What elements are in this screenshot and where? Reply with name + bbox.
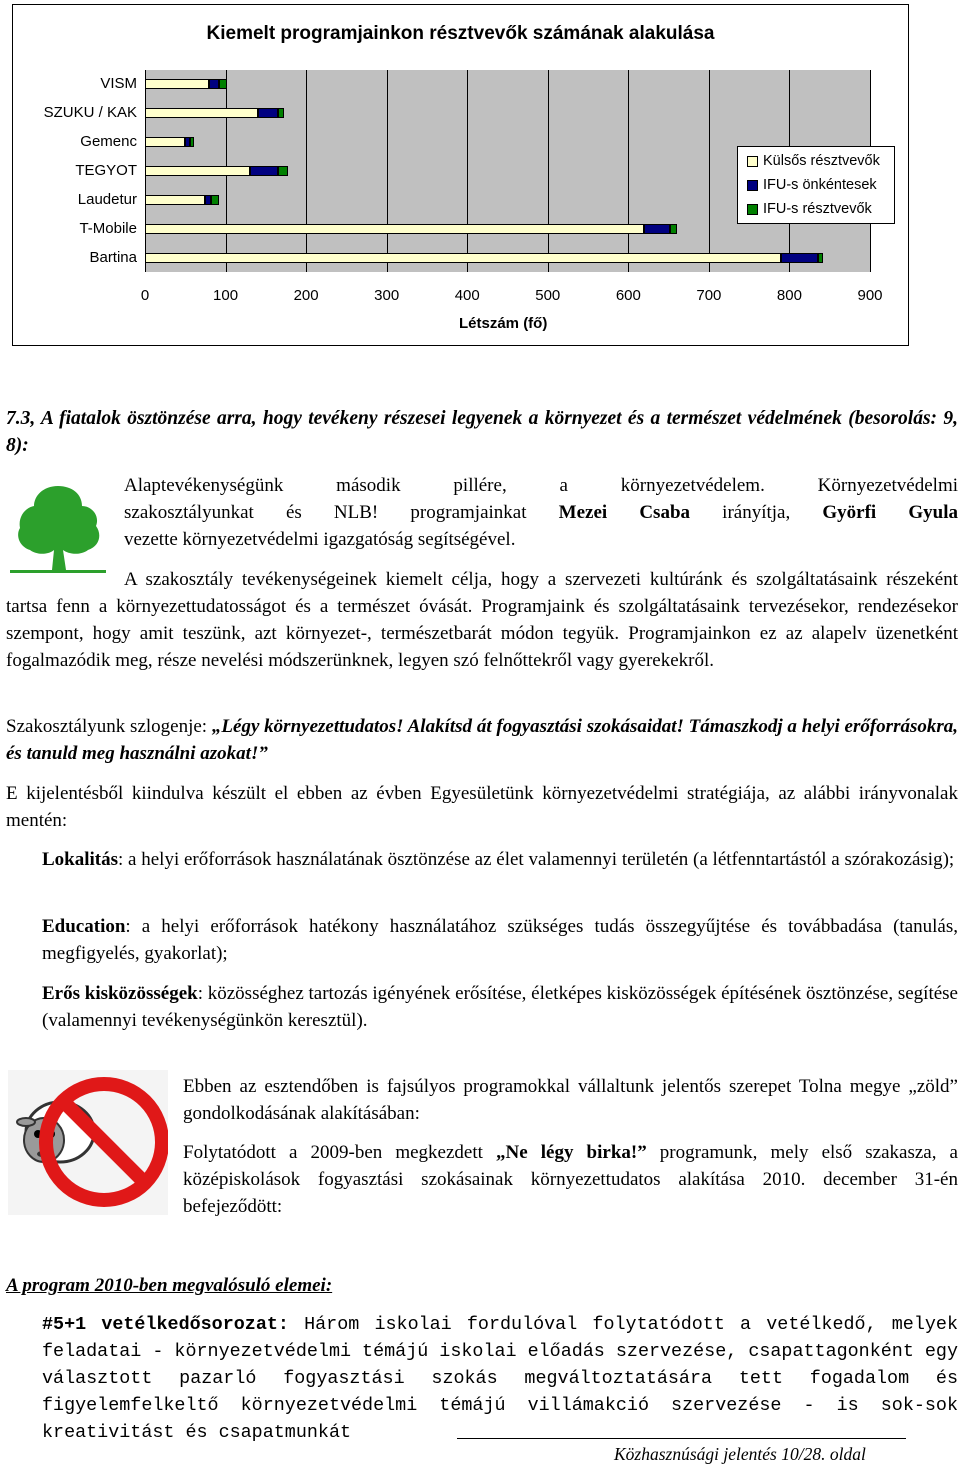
bar-resztvevok bbox=[219, 79, 227, 89]
bar-resztvevok bbox=[211, 195, 219, 205]
tick-label: 0 bbox=[140, 287, 150, 304]
bullet-text: : közösséghez tartozás igényének erősítése, életképes kisközösségek építésének ösztönzése, segítése (valamennyi tevékenységünkön keresztül). bbox=[42, 983, 958, 1031]
intro-line-1: Alaptevékenységünk második pillére, a környezetvédelem. Környezetvédelmi bbox=[124, 475, 958, 496]
paragraph-tolna: Ebben az esztendőben is fajsúlyos programokkal vállaltunk jelentős szerepet Tolna megye „zöld” gondolkodásának alakításában: bbox=[183, 1076, 958, 1124]
gridline bbox=[628, 70, 629, 272]
legend-swatch bbox=[747, 180, 758, 191]
slogan-lead: Szakosztályunk szlogenje: bbox=[6, 716, 212, 737]
gridline bbox=[306, 70, 307, 272]
text-span: programunk, mely első szakasza, a középiskolások fogyasztási szokásainak környezettudatos alakítása 2010. december 31-én befejeződött: bbox=[183, 1142, 958, 1217]
tick-label: 200 bbox=[293, 287, 319, 304]
bar-resztvevok bbox=[670, 224, 676, 234]
tick-label: 300 bbox=[374, 287, 400, 304]
slogan-text: „Légy környezettudatos! Alakítsd át fogyasztási szokásaidat! Támaszkodj a helyi erőforrásokra, és tanuld meg használni azokat!” bbox=[6, 716, 959, 764]
bullet-term: Erős kisközösségek bbox=[42, 983, 198, 1004]
bar-onkentesek bbox=[644, 224, 670, 234]
bar-onkentesek bbox=[781, 253, 817, 263]
chart-title: Kiemelt programjainkon résztvevők számának alakulása bbox=[206, 23, 715, 44]
intro-text: irányítja, bbox=[690, 502, 823, 523]
gridline bbox=[548, 70, 549, 272]
category-label: SZUKU / KAK bbox=[43, 104, 137, 122]
chart-legend bbox=[737, 146, 895, 224]
tick-label: 400 bbox=[454, 287, 480, 304]
category-label: T-Mobile bbox=[79, 219, 137, 237]
bullet-kiskozossegek bbox=[42, 980, 958, 1034]
item-term: #5+1 vetélkedősorozat: bbox=[42, 1314, 289, 1335]
category-label: TEGYOT bbox=[75, 162, 137, 179]
bar-kulsos bbox=[145, 224, 644, 234]
intro-line-3: vezette környezetvédelmi igazgatóság segítségével. bbox=[124, 529, 516, 550]
page-footer: Közhasznúsági jelentés 10/28. oldal bbox=[614, 1444, 866, 1464]
legend-swatch bbox=[747, 156, 758, 167]
intro-line-2 bbox=[124, 499, 958, 526]
bar-resztvevok bbox=[818, 253, 824, 263]
section-heading: 7.3, A fiatalok ösztönzése arra, hogy tevékeny részesei legyenek a környezet és a természet védelmének (besorolás: 9, 8): bbox=[6, 408, 958, 456]
category-label: Laudetur bbox=[77, 190, 137, 208]
tick-label: 600 bbox=[615, 287, 641, 304]
bar-resztvevok bbox=[190, 137, 194, 147]
category-label: VISM bbox=[100, 75, 137, 93]
legend-label: Külsős résztvevők bbox=[763, 153, 880, 169]
intro-paragraph bbox=[124, 472, 958, 553]
bullet-text: : a helyi erőforrások hatékony használatához szükséges tudás összegyűjtése és továbbadása (tanulás, megfigyelés, gyakorlat); bbox=[42, 916, 958, 964]
gridline bbox=[709, 70, 710, 272]
paragraph-strategy: E kijelentésből kiindulva készült el ebben az évben Egyesületünk környezetvédelmi stratégiája, az alábbi irányvonalak mentén: bbox=[6, 783, 958, 831]
legend-item bbox=[747, 174, 877, 196]
gridline bbox=[467, 70, 468, 272]
legend-label: IFU-s résztvevők bbox=[763, 201, 872, 217]
item-text: Három iskolai fordulóval folytatódott a vetélkedő, melyek feladatai - környezetvédelmi témájú iskolai előadás szervezése, csapattagonként egy választott pazarló fogyasztási szokás megváltoztatására tett fogadalom és figyelemfelkeltő környezetvédelmi témájú villámakció szervezése - is sok-sok kreativitást és csapatmunkát bbox=[42, 1314, 959, 1443]
bar-onkentesek bbox=[209, 79, 219, 89]
person-name: Mezei Csaba bbox=[558, 502, 691, 523]
legend-swatch bbox=[747, 204, 758, 215]
bullet-term: Education bbox=[42, 916, 126, 937]
footer-rule bbox=[457, 1438, 906, 1439]
tree-icon bbox=[8, 478, 108, 578]
text-span: Folytatódott a 2009-ben megkezdett bbox=[183, 1142, 496, 1163]
bar-onkentesek bbox=[258, 108, 278, 118]
bullet-education bbox=[42, 913, 958, 967]
tick-label: 800 bbox=[776, 287, 802, 304]
paragraph-aims: A szakosztály tevékenységeinek kiemelt célja, hogy a szervezeti kultúránk és szolgáltatásaink részeként tartsa fenn a környezettudatosságot és a természet óvását. Programjaink és szolgáltatásaink tervezésekor, rendezésekor szempont, hogy amit teszünk, azt környezet-, természetbarát módon tegyük. Programjainkon ez az alapelv üzenetként fogalmazódik meg, része nevelési módszerünknek, legyen szó felnőttekről vagy gyerekekről. bbox=[6, 569, 958, 671]
category-label: Gemenc bbox=[80, 133, 137, 151]
bullet-text: : a helyi erőforrások használatának ösztönzése az élet valamennyi területén (a létfenntartástól a szórakozásig); bbox=[118, 849, 955, 870]
bar-resztvevok bbox=[278, 108, 284, 118]
bullet-lokalitas bbox=[42, 846, 958, 873]
program-elements-heading: A program 2010-ben megvalósuló elemei: bbox=[6, 1275, 333, 1296]
intro-text: szakosztályunkat és NLB! programjainkat bbox=[124, 502, 559, 523]
bar-kulsos bbox=[145, 195, 205, 205]
legend-item bbox=[747, 198, 872, 220]
no-sheep-icon bbox=[8, 1070, 168, 1215]
bullet-term: Lokalitás bbox=[42, 849, 119, 870]
bar-onkentesek bbox=[250, 166, 278, 176]
participants-chart bbox=[12, 4, 909, 346]
category-label: Bartina bbox=[89, 248, 137, 266]
bar-kulsos bbox=[145, 166, 250, 176]
slogan-paragraph bbox=[6, 713, 958, 767]
bar-kulsos bbox=[145, 137, 185, 147]
legend-label: IFU-s önkéntesek bbox=[763, 177, 877, 193]
bar-kulsos bbox=[145, 253, 781, 263]
bar-resztvevok bbox=[278, 166, 288, 176]
bar-kulsos bbox=[145, 79, 209, 89]
tick-label: 700 bbox=[696, 287, 722, 304]
item-vetelkedo bbox=[42, 1311, 958, 1446]
x-axis-title: Létszám (fő) bbox=[459, 315, 548, 332]
paragraph-ne-legy-birka bbox=[183, 1139, 958, 1220]
gridline bbox=[387, 70, 388, 272]
bar-kulsos bbox=[145, 108, 258, 118]
tick-label: 900 bbox=[857, 287, 883, 304]
tick-label: 100 bbox=[213, 287, 239, 304]
person-name: Györfi Gyula bbox=[822, 502, 958, 523]
tick-label: 500 bbox=[535, 287, 561, 304]
legend-item bbox=[747, 150, 880, 172]
program-name: „Ne légy birka!” bbox=[496, 1142, 647, 1163]
